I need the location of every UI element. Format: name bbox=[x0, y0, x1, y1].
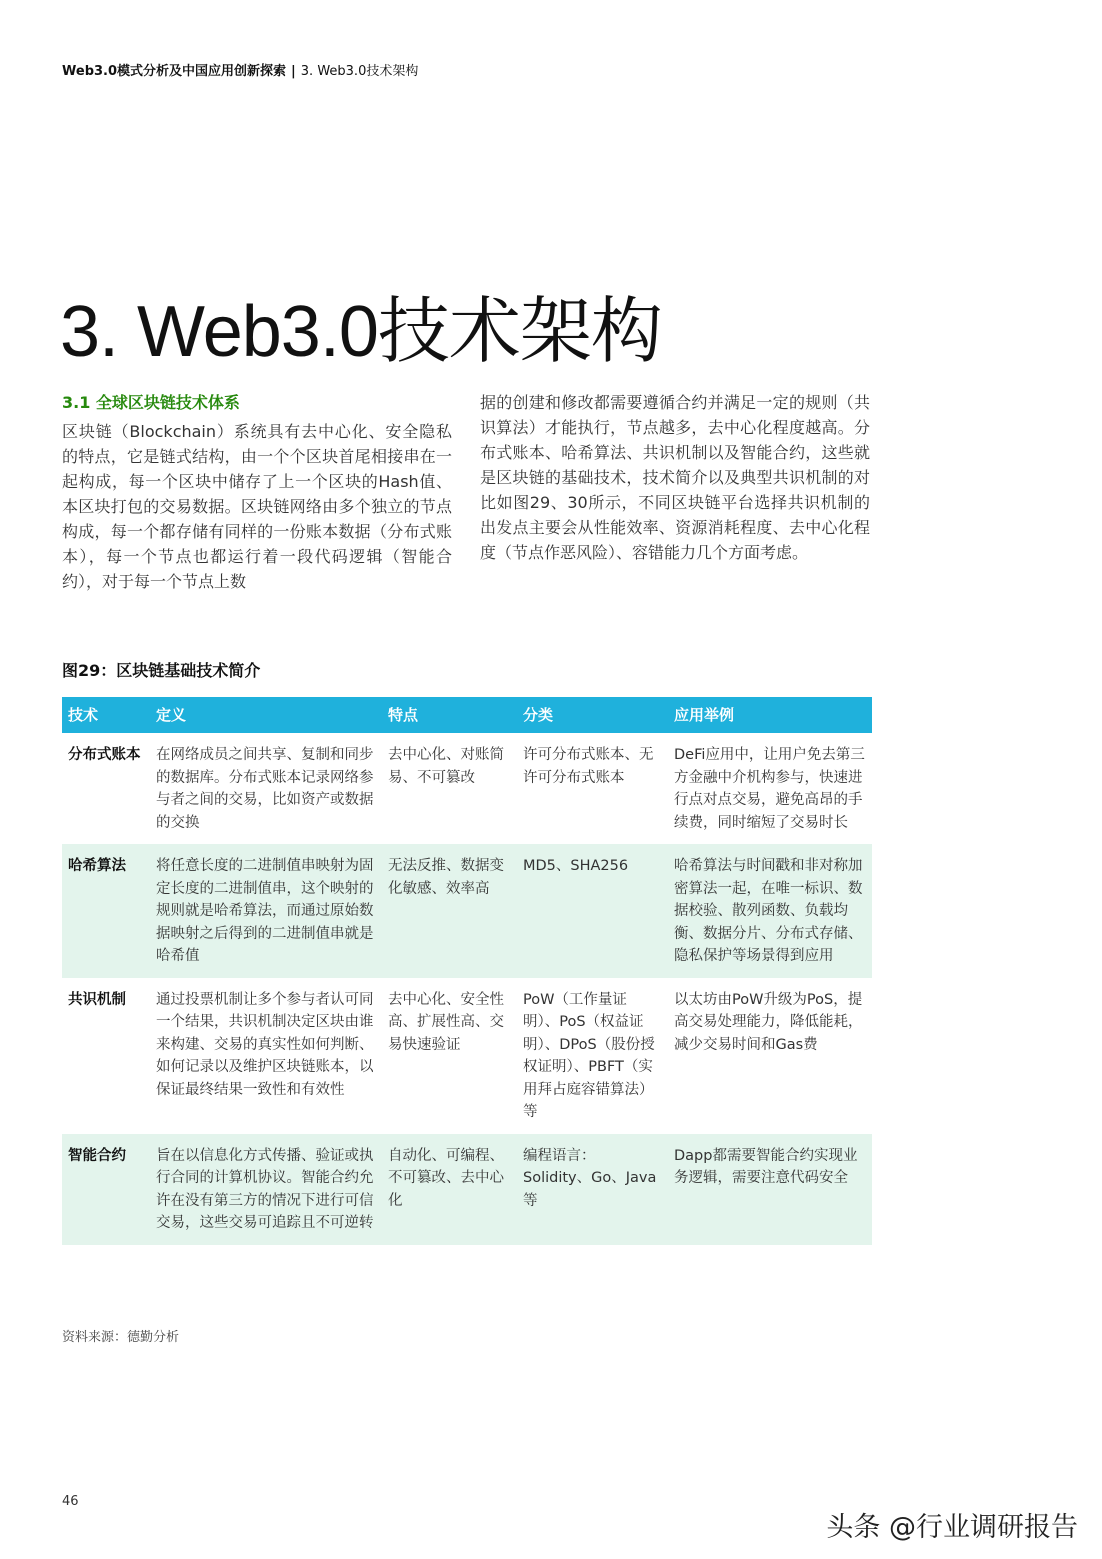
cell-definition: 在网络成员之间共享、复制和同步的数据库。分布式账本记录网络参与者之间的交易，比如资产或数据的交换 bbox=[156, 747, 374, 831]
source-note: 资料来源：德勤分析 bbox=[62, 1330, 180, 1345]
cell-tech: 分布式账本 bbox=[68, 747, 141, 763]
cell-example: Dapp都需要智能合约实现业务逻辑，需要注意代码安全 bbox=[668, 1134, 872, 1245]
column-header-features: 特点 bbox=[382, 697, 517, 733]
cell-example: DeFi应用中，让用户免去第三方金融中介机构参与，快速进行点对点交易，避免高昂的手续费，同时缩短了交易时长 bbox=[674, 747, 865, 831]
cell-category: MD5、SHA256 bbox=[517, 844, 668, 978]
page-number: 46 bbox=[62, 1494, 79, 1509]
cell-category: 编程语言：Solidity、Go、Java等 bbox=[517, 1134, 668, 1245]
cell-tech: 共识机制 bbox=[68, 991, 126, 1008]
column-header-tech: 技术 bbox=[62, 697, 150, 733]
column-header-category: 分类 bbox=[517, 697, 668, 733]
tech-table bbox=[62, 697, 872, 1245]
cell-example: 以太坊由PoW升级为PoS，提高交易处理能力，降低能耗，减少交易时间和Gas费 bbox=[674, 991, 863, 1053]
tech-table-container bbox=[62, 697, 872, 1245]
body-column-right bbox=[480, 390, 870, 565]
column-header-definition: 定义 bbox=[150, 697, 382, 733]
header-chapter: 3. Web3.0技术架构 bbox=[300, 64, 419, 79]
cell-definition: 将任意长度的二进制值串映射为固定长度的二进制值串，这个映射的规则就是哈希算法，而通过原始数据映射之后得到的二进制值串就是哈希值 bbox=[150, 844, 382, 978]
cell-features: 去中心化、对账简易、不可篡改 bbox=[388, 747, 504, 786]
cell-features: 无法反推、数据变化敏感、效率高 bbox=[382, 844, 517, 978]
table-header-row bbox=[62, 697, 872, 733]
chapter-title: 3. Web3.0技术架构 bbox=[60, 292, 662, 373]
table-row bbox=[62, 733, 872, 844]
cell-category: PoW（工作量证明）、PoS（权益证明）、DPoS（股份授权证明）、PBFT（实用拜占庭容错算法）等 bbox=[523, 991, 655, 1120]
body-paragraph-left: 区块链（Blockchain）系统具有去中心化、安全隐私的特点，它是链式结构，由一个个区块首尾相接串在一起构成，每一个区块中储存了上一个区块的Hash值、本区块打包的交易数据。区块链网络由多个独立的节点构成，每一个都存储有同样的一份账本数据（分布式账本），每一个节点也都运行着一段代码逻辑（智能合约），对于每一个节点上数 bbox=[62, 422, 452, 591]
column-header-example: 应用举例 bbox=[668, 697, 872, 733]
cell-features: 去中心化、安全性高、扩展性高、交易快速验证 bbox=[388, 991, 504, 1053]
cell-example: 哈希算法与时间戳和非对称加密算法一起，在唯一标识、数据校验、散列函数、负载均衡、数据分片、分布式存储、隐私保护等场景得到应用 bbox=[668, 844, 872, 978]
body-paragraph-right: 据的创建和修改都需要遵循合约并满足一定的规则（共识算法）才能执行，节点越多，去中心化程度越高。分布式账本、哈希算法、共识机制以及智能合约，这些就是区块链的基础技术，技术简介以及典型共识机制的对比如图29、30所示，不同区块链平台选择共识机制的出发点主要会从性能效率、资源消耗程度、去中心化程度（节点作恶风险）、容错能力几个方面考虑。 bbox=[480, 393, 870, 562]
table-row bbox=[62, 978, 872, 1134]
section-heading: 3.1 全球区块链技术体系 bbox=[62, 393, 240, 412]
cell-definition: 通过投票机制让多个参与者认可同一个结果，共识机制决定区块由谁来构建、交易的真实性如何判断、如何记录以及维护区块链账本，以保证最终结果一致性和有效性 bbox=[156, 991, 374, 1098]
watermark: 头条 @行业调研报告 bbox=[826, 1512, 1078, 1543]
table-row bbox=[62, 844, 872, 978]
cell-tech: 智能合约 bbox=[62, 1134, 150, 1245]
body-column-left bbox=[62, 390, 452, 594]
header-separator: | bbox=[291, 64, 296, 79]
cell-category: 许可分布式账本、无许可分布式账本 bbox=[523, 747, 654, 786]
table-row bbox=[62, 1134, 872, 1245]
cell-features: 自动化、可编程、不可篡改、去中心化 bbox=[382, 1134, 517, 1245]
cell-definition: 旨在以信息化方式传播、验证或执行合同的计算机协议。智能合约允许在没有第三方的情况下进行可信交易，这些交易可追踪且不可逆转 bbox=[150, 1134, 382, 1245]
running-header bbox=[62, 60, 418, 79]
figure-caption: 图29：区块链基础技术简介 bbox=[62, 661, 261, 680]
report-title: Web3.0模式分析及中国应用创新探索 bbox=[62, 64, 287, 79]
cell-tech: 哈希算法 bbox=[62, 844, 150, 978]
